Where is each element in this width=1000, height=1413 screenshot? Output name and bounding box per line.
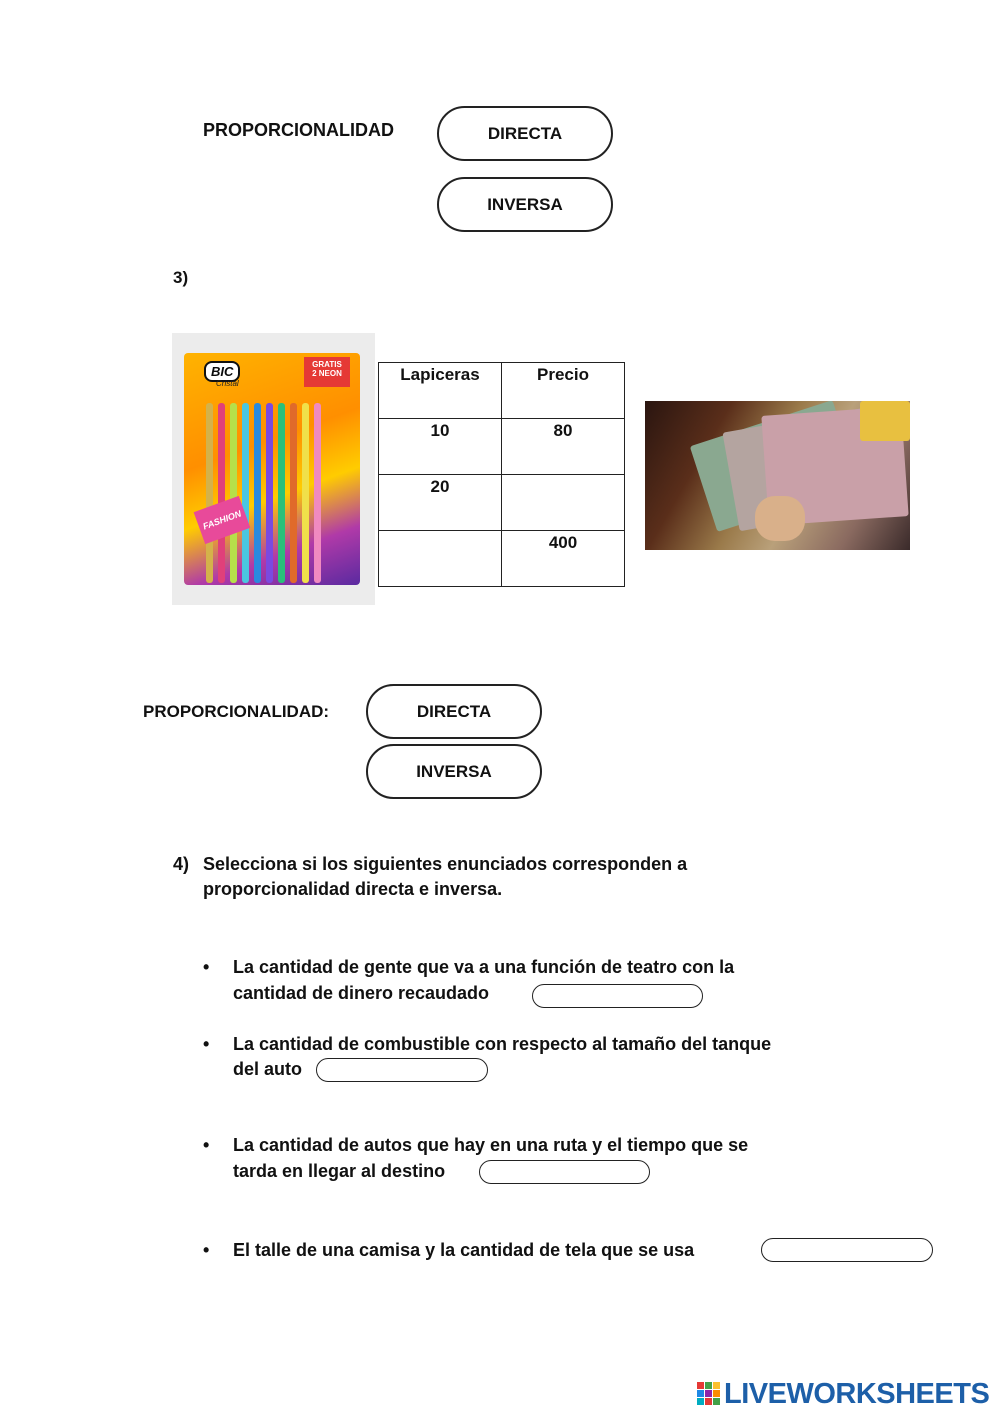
pen: [242, 403, 249, 583]
pens-promo-line2: 2 NEON: [312, 369, 342, 378]
bullet: •: [203, 1240, 210, 1260]
statement-3-line-2: tarda en llegar al destino: [233, 1161, 446, 1181]
proporcionalidad-label-1: PROPORCIONALIDAD: [203, 120, 395, 140]
pen: [302, 403, 309, 583]
pens-brand: BIC: [204, 361, 240, 382]
option-inversa-1[interactable]: INVERSA: [437, 177, 613, 232]
money-photo: [645, 401, 910, 550]
pen: [314, 403, 321, 583]
statement-2-line-2: del auto: [233, 1059, 303, 1079]
pen: [266, 403, 273, 583]
pens-badge: FASHION: [194, 496, 251, 544]
pens-promo-line1: GRATIS: [312, 360, 342, 369]
table-cell: 400: [502, 531, 625, 587]
option-directa-1[interactable]: DIRECTA: [437, 106, 613, 161]
statement-4-line-1: El talle de una camisa y la cantidad de tela que se usa: [233, 1240, 695, 1260]
hand: [755, 496, 805, 541]
table-cell: 80: [502, 419, 625, 475]
table-header-precio: Precio: [502, 363, 625, 419]
pen: [278, 403, 285, 583]
pen: [206, 403, 213, 583]
bullet: •: [203, 1034, 210, 1054]
table-cell-blank[interactable]: [502, 475, 625, 531]
answer-dropdown-4[interactable]: [761, 1238, 933, 1262]
liveworksheets-logo[interactable]: LIVEWORKSHEETS: [724, 1378, 990, 1410]
table-cell-blank[interactable]: [379, 531, 502, 587]
instruction-line-1: Selecciona si los siguientes enunciados corresponden a: [203, 854, 688, 874]
question-number-4: 4): [173, 854, 190, 874]
answer-dropdown-2[interactable]: [316, 1058, 488, 1082]
bullet: •: [203, 957, 210, 977]
table-header-lapiceras: Lapiceras: [379, 363, 502, 419]
table-row: [379, 475, 625, 531]
option-inversa-2[interactable]: INVERSA: [366, 744, 542, 799]
answer-dropdown-3[interactable]: [479, 1160, 650, 1184]
question-number-3: 3): [173, 268, 189, 287]
statement-3-line-1: La cantidad de autos que hay en una ruta y el tiempo que se: [233, 1135, 749, 1155]
proporcionalidad-label-2: PROPORCIONALIDAD:: [143, 702, 330, 721]
pen: [290, 403, 297, 583]
table-cell: 20: [379, 475, 502, 531]
background-sign: [860, 401, 910, 441]
statement-2-line-1: La cantidad de combustible con respecto al tamaño del tanque: [233, 1034, 772, 1054]
pens-package-image: [172, 333, 375, 605]
table-cell: 10: [379, 419, 502, 475]
pens-sub: Cristal: [216, 379, 239, 388]
pen: [230, 403, 237, 583]
proportion-table: [378, 362, 625, 587]
table-header-row: [379, 363, 625, 419]
table-row: [379, 531, 625, 587]
pen: [254, 403, 261, 583]
statement-1-line-2: cantidad de dinero recaudado: [233, 983, 490, 1003]
pens-promo: [304, 357, 350, 387]
option-directa-2[interactable]: DIRECTA: [366, 684, 542, 739]
pen: [218, 403, 225, 583]
bullet: •: [203, 1135, 210, 1155]
statement-1-line-1: La cantidad de gente que va a una función de teatro con la: [233, 957, 735, 977]
answer-dropdown-1[interactable]: [532, 984, 703, 1008]
liveworksheets-logo-icon: [697, 1382, 721, 1406]
table-row: [379, 419, 625, 475]
pens-card: [184, 353, 360, 585]
instruction-line-2: proporcionalidad directa e inversa.: [203, 879, 503, 899]
